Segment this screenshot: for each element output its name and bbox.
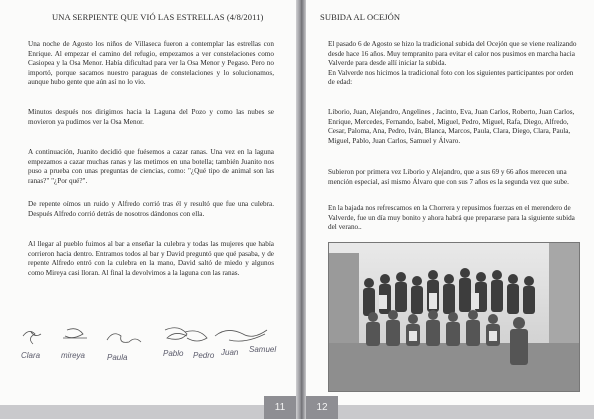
right-page (306, 0, 594, 419)
signature-pedro: Pedro (193, 351, 215, 360)
group-photo (328, 242, 580, 392)
left-page-title: UNA SERPIENTE QUE VIÓ LAS ESTRELLAS (4/8/2011) (52, 12, 264, 22)
signature-mireya: mireya (61, 351, 86, 360)
signature-pablo: Pablo (163, 349, 184, 358)
left-paragraph-4: De repente oímos un ruido y Alfredo corrió tras él y resultó que fue una culebra. Después Alfredo corrió detrás de nosotros dándonos con ella. (28, 200, 274, 218)
left-page (0, 0, 296, 419)
left-paragraph-3: A continuación, Juanito decidió que fuésemos a cazar ranas. Una vez en la laguna empezamos a cazar muchas ranas y las metimos en una botella; también Juanito nos puso a prueba con unas preguntas de ciencias, como: "¿Qué tipo de animal son las ranas?" "¿Por qué?". (28, 148, 274, 185)
left-paragraph-5: Al llegar al pueblo fuimos al bar a enseñar la culebra y todas las mujeres que había corrieron hacia dentro. Entramos todos al bar y David preguntó que qué pasaba, y de repente Alfredo entró con la culebra en la mano, David saltó de miedo y algunos como Mireya casi lloran. Al final la devolvimos a la laguna con las ranas. (28, 240, 274, 277)
right-paragraph-3: Subieron por primera vez Liborio y Alejandro, que a sus 69 y 66 años merecen una mención especial, así mismo Álvaro que con sus 7 años es la segunda vez que sube. (328, 168, 569, 186)
signature-clara: Clara (21, 351, 41, 360)
right-paragraph-4: En la bajada nos refrescamos en la Chorrera y repusimos fuerzas en el merendero de Valverde, fue un día muy bonito y ahora habrá que prepararse para la siguiente subida del verano.. (328, 204, 575, 232)
right-paragraph-1: El pasado 6 de Agosto se hizo la tradicional subida del Ocejón que se viene realizando desde hace 16 años. Muy tempranito para evitar el calor nos pusimos en marcha hacia Valverde para desde allí iniciar la subida. En Valverde nos hicimos la tradicional foto con los siguientes participantes por orden de edad: (328, 40, 577, 87)
right-footer-bar (338, 405, 594, 419)
handwritten-signatures (15, 322, 285, 370)
left-paragraph-2: Minutos después nos dirigimos hacia la Laguna del Pozo y como las nubes se movieron ya pudimos ver la Osa Menor. (28, 108, 274, 126)
page-number-12: 12 (306, 396, 338, 419)
left-paragraph-1: Una noche de Agosto los niños de Villaseca fueron a contemplar las estrellas con Enrique. Al empezar el camino del refugio, empezamos a ver constelaciones como Casiopea y la Osa Menor. Había dificultad para ver la Osa Menor y Pegaso. Pero no importó, porque sacamos nuestro paraguas de constelaciones y lo solucionamos, aunque hubo gente que aún así no lo vio. (28, 40, 274, 87)
signature-juan: Juan (221, 348, 239, 357)
signature-paula: Paula (107, 353, 128, 362)
left-footer-bar (0, 405, 264, 419)
right-page-title: SUBIDA AL OCEJÓN (320, 12, 401, 22)
page-number-11: 11 (264, 396, 296, 419)
signature-samuel: Samuel (249, 345, 277, 354)
right-paragraph-2: Liborio, Juan, Alejandro, Angelines , Jacinto, Eva, Juan Carlos, Roberto, Juan Carlos, Enrique, Mercedes, Fernando, Isabel, Miguel, Pedro, Miguel, Rafa, Diego, Alfredo, Cesar, Paloma, Ana, Pedro, Iván, Blanca, Marcos, Paula, Clara, Diego, Clara, Paula, Miguel, Pablo, Juan Carlos, Samuel y Álvaro. (328, 108, 575, 145)
book-gutter (296, 0, 306, 419)
